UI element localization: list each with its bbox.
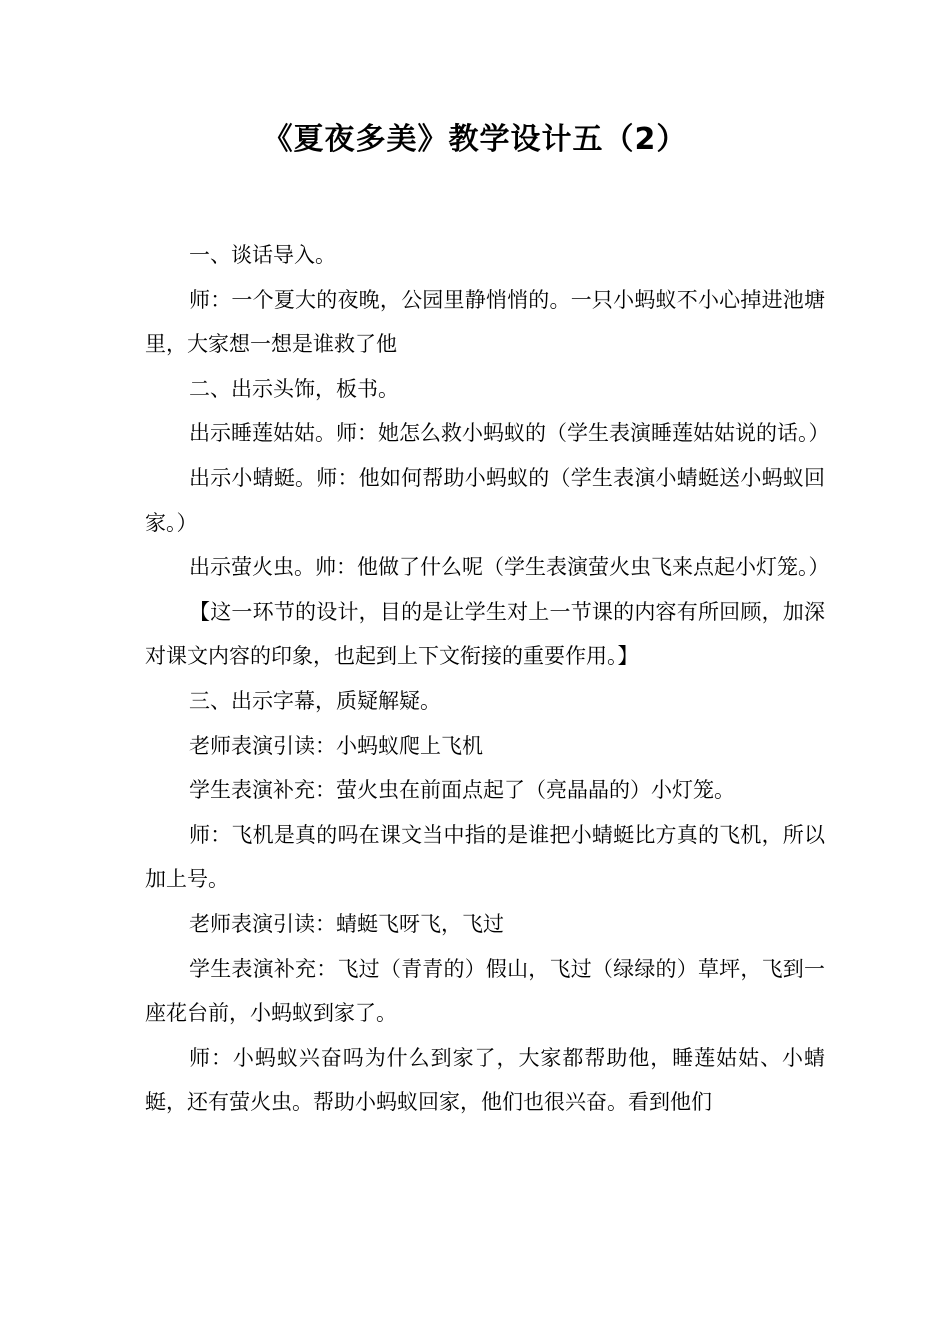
paragraph-5: 出示小蜻蜓。师：他如何帮助小蚂蚁的（学生表演小蜻蜓送小蚂蚁回家。）: [145, 465, 825, 535]
paragraph-4: 出示睡莲姑姑。师：她怎么救小蚂蚁的（学生表演睡莲姑姑说的话。）: [189, 421, 830, 446]
paragraph-6: 出示萤火虫。帅：他做了什么呢（学生表演萤火虫飞来点起小灯笼。）: [189, 555, 830, 580]
paragraph-13: 学生表演补充：飞过（青青的）假山，飞过（绿绿的）草坪，飞到一座花台前，小蚂蚁到家了。: [145, 956, 825, 1026]
paragraph-3: 二、出示头饰，板书。: [189, 376, 399, 401]
paragraph-1: 一、谈话导入。: [189, 243, 336, 267]
paragraph-11: 师：飞机是真的吗在课文当中指的是谁把小蜻蜓比方真的飞机，所以加上号。: [145, 822, 825, 892]
paragraph-12: 老师表演引读：蜻蜓飞呀飞，飞过: [189, 911, 504, 936]
paragraph-8: 三、出示字幕，质疑解疑。: [189, 688, 441, 713]
document-body: [145, 233, 830, 1125]
paragraph-2: 师：一个夏大的夜晚，公园里静悄悄的。一只小蚂蚁不小心掉进池塘里，大家想一想是谁救了他: [145, 287, 825, 357]
document-title: 《夏夜多美》教学设计五（2）: [262, 122, 688, 157]
paragraph-9: 老师表演引读：小蚂蚁爬上飞机: [189, 733, 483, 758]
paragraph-7: 【这一环节的设计，目的是让学生对上一节课的内容有所回顾，加深对课文内容的印象，也起到上下文衔接的重要作用。】: [145, 599, 825, 669]
paragraph-14: 师：小蚂蚁兴奋吗为什么到家了，大家都帮助他，睡莲姑姑、小蜻蜓，还有萤火虫。帮助小蚂蚁回家，他们也很兴奋。看到他们: [145, 1045, 825, 1115]
paragraph-10: 学生表演补充：萤火虫在前面点起了（亮晶晶的）小灯笼。: [189, 778, 735, 803]
